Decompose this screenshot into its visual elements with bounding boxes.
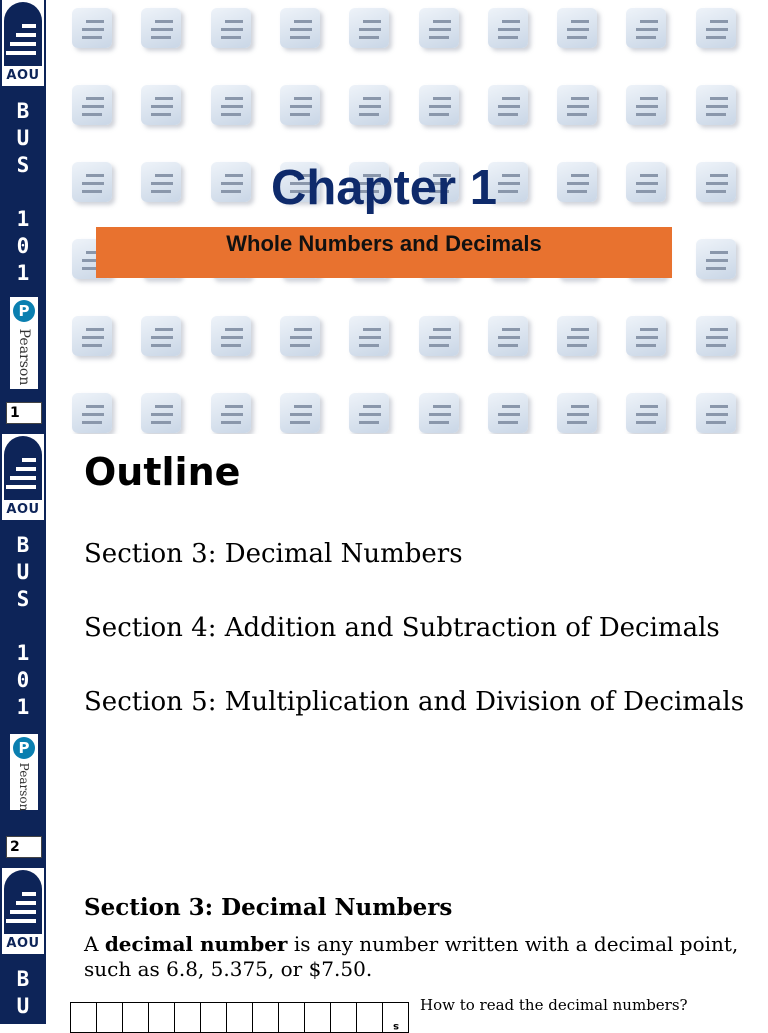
table-cell	[279, 1003, 305, 1033]
document-tile-icon	[626, 316, 670, 360]
table-cell	[227, 1003, 253, 1033]
document-tile-icon	[626, 393, 670, 437]
document-tile-icon	[280, 8, 324, 52]
page-number: 1	[6, 402, 42, 424]
course-code: B U S 1 0 1	[16, 533, 30, 719]
subtitle-text: Whole Numbers and Decimals	[226, 231, 542, 256]
aou-logo-icon	[2, 434, 44, 520]
document-tile-icon	[141, 85, 185, 129]
table-cell	[71, 1003, 97, 1033]
document-tile-icon	[349, 393, 393, 437]
document-tile-icon	[280, 393, 324, 437]
aou-logo-icon	[2, 0, 44, 86]
document-tile-icon	[419, 85, 463, 129]
document-tile-icon	[141, 8, 185, 52]
document-tile-icon	[141, 316, 185, 360]
document-tile-icon	[72, 316, 116, 360]
slide-3	[0, 868, 768, 1032]
place-value-table	[70, 1002, 409, 1033]
sidebar-band	[0, 868, 46, 1024]
document-tile-icon	[557, 393, 601, 437]
document-tile-icon	[626, 85, 670, 129]
table-cell	[123, 1003, 149, 1033]
table-cell	[97, 1003, 123, 1033]
document-tile-icon	[696, 239, 740, 283]
table-cell	[331, 1003, 357, 1033]
section-heading: Section 3: Decimal Numbers	[84, 894, 453, 921]
chapter-title: Chapter 1	[270, 161, 497, 215]
document-tile-icon	[211, 393, 255, 437]
table-cell	[253, 1003, 279, 1033]
page-number: 2	[6, 836, 42, 858]
aou-logo-text: AOU	[6, 936, 40, 951]
aou-logo-icon	[2, 868, 44, 954]
table-cell	[175, 1003, 201, 1033]
aou-logo-text: AOU	[6, 68, 40, 83]
sidebar-edge	[46, 0, 50, 434]
document-tile-icon	[141, 393, 185, 437]
table-cell	[305, 1003, 331, 1033]
outline-item: Section 3: Decimal Numbers	[84, 539, 463, 569]
document-tile-icon	[72, 393, 116, 437]
table-cell	[149, 1003, 175, 1033]
document-tile-icon	[626, 8, 670, 52]
slide-2	[0, 434, 768, 868]
pearson-logo-icon: P Pearson	[10, 297, 38, 389]
document-tile-icon	[488, 393, 532, 437]
document-tile-icon	[696, 85, 740, 129]
document-tile-icon	[349, 316, 393, 360]
course-code: B U S 1 0 1	[16, 99, 30, 285]
document-tile-icon	[211, 8, 255, 52]
document-tile-pattern	[50, 0, 768, 434]
sidebar-edge	[46, 868, 50, 1024]
document-tile-icon	[349, 8, 393, 52]
definition-paragraph: A decimal number is any number written with a decimal point, such as 6.8, 5.375, or $7.50.	[84, 932, 739, 981]
document-tile-icon	[696, 316, 740, 360]
document-tile-icon	[557, 8, 601, 52]
outline-item: Section 5: Multiplication and Division of Decimals	[84, 687, 745, 717]
document-tile-icon	[696, 393, 740, 437]
document-tile-icon	[349, 85, 393, 129]
document-tile-icon	[419, 8, 463, 52]
document-tile-icon	[419, 393, 463, 437]
aou-logo-text: AOU	[6, 502, 40, 517]
sidebar-edge	[46, 434, 50, 868]
document-tile-icon	[211, 85, 255, 129]
outline-list	[84, 539, 744, 761]
pearson-logo-icon: P Pearson	[10, 734, 38, 810]
document-tile-icon	[488, 8, 532, 52]
sidebar-band	[0, 434, 46, 868]
slide-1	[0, 0, 768, 434]
sidebar-band	[0, 0, 46, 434]
table-cell	[357, 1003, 383, 1033]
table-cell	[201, 1003, 227, 1033]
document-tile-icon	[280, 316, 324, 360]
document-tile-icon	[488, 85, 532, 129]
document-tile-icon	[557, 85, 601, 129]
outline-item: Section 4: Addition and Subtraction of Decimals	[84, 613, 720, 643]
outline-title: Outline	[84, 450, 241, 494]
document-tile-icon	[419, 316, 463, 360]
document-tile-icon	[211, 316, 255, 360]
question-text: How to read the decimal numbers?	[420, 996, 688, 1014]
subtitle-banner	[96, 227, 672, 278]
document-tile-icon	[557, 316, 601, 360]
document-tile-icon	[72, 8, 116, 52]
decimal-term: decimal number	[104, 932, 288, 956]
course-code: B U	[16, 967, 30, 1018]
document-tile-icon	[280, 85, 324, 129]
table-cell-header: s	[383, 1003, 409, 1033]
document-tile-icon	[72, 85, 116, 129]
document-tile-icon	[488, 316, 532, 360]
document-tile-icon	[696, 8, 740, 52]
